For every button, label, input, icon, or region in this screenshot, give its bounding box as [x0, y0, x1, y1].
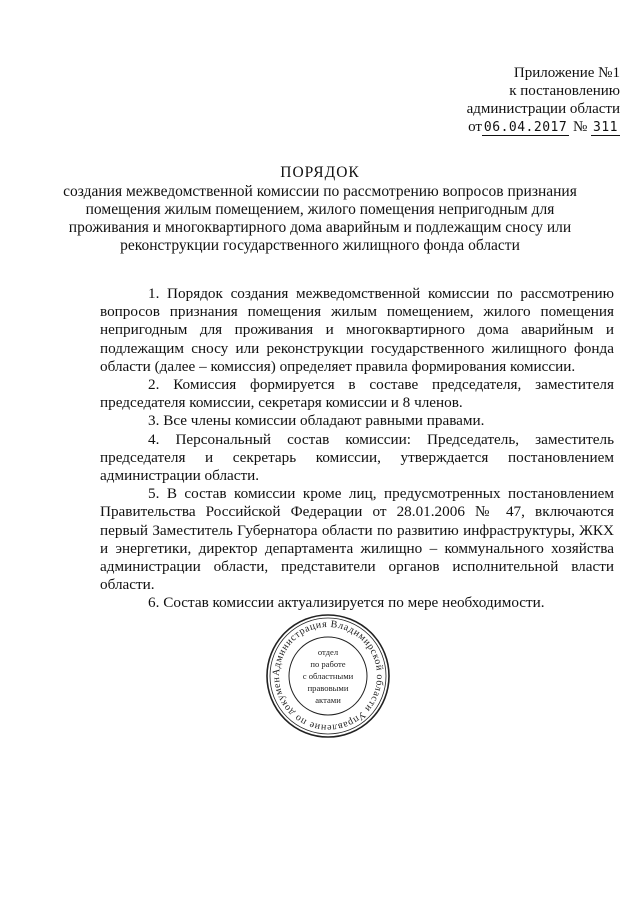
stamp-seal-icon [264, 612, 392, 740]
paragraph-2: 2. Комиссия формируется в составе председателя, заместителя председателя комиссии, секретаря комиссии и 8 членов. [100, 376, 614, 412]
document-heading [60, 164, 580, 255]
stamp-center-line-3: с областными [302, 671, 354, 681]
paragraph-5: 5. В состав комиссии кроме лиц, предусмотренных постановлением Правительства Российской Федерации от 28.01.2006 № 47, включаются первый Заместитель Губернатора области по развитию инфраструктуры, ЖКХ и энергетики, директор департамента жилищно – коммунального хозяйства администрации области, представители органов исполнительной власти области. [100, 485, 614, 594]
paragraph-4: 4. Персональный состав комиссии: Председатель, заместитель председателя и секретарь комиссии, утверждается постановлением администрации области. [100, 430, 614, 485]
document-title: ПОРЯДОК [280, 164, 360, 181]
official-stamp [264, 612, 392, 740]
stamp-ring-text: Администрация Владимирской области Управление по докумен [270, 618, 386, 734]
paragraph-6: 6. Состав комиссии актуализируется по мере необходимости. [148, 594, 545, 612]
annex-title: Приложение №1 [513, 65, 620, 81]
annex-block [420, 64, 620, 137]
stamp-center-line-1: отдел [317, 647, 339, 657]
annex-authority: администрации области [466, 101, 620, 117]
paragraph-3: 3. Все члены комиссии обладают равными правами. [148, 412, 485, 430]
annex-from-label: от [468, 119, 482, 135]
annex-number: 311 [593, 120, 618, 135]
annex-date-line [420, 118, 620, 137]
annex-date: 06.04.2017 [483, 120, 568, 135]
document-subtitle: создания межведомственной комиссии по рассмотрению вопросов признания помещения жилым помещением, жилого помещения непригодным для проживания и многоквартирного дома аварийным и подлежащим сносу или реконструкции государственного жилищного фонда области [63, 183, 577, 254]
stamp-center-line-4: правовыми [307, 683, 349, 693]
stamp-center-line-5: актами [315, 695, 341, 705]
document-body [100, 285, 614, 613]
paragraph-1: 1. Порядок создания межведомственной комиссии по рассмотрению вопросов признания помещения жилым помещением, жилого помещения непригодным для проживания и многоквартирного дома аварийным и подлежащим сносу или реконструкции государственного жилищного фонда области (далее – комиссия) определяет правила формирования комиссии. [100, 285, 614, 375]
annex-subtitle: к постановлению [509, 83, 620, 99]
stamp-center-line-2: по работе [310, 659, 346, 669]
annex-number-sign: № [572, 119, 588, 135]
